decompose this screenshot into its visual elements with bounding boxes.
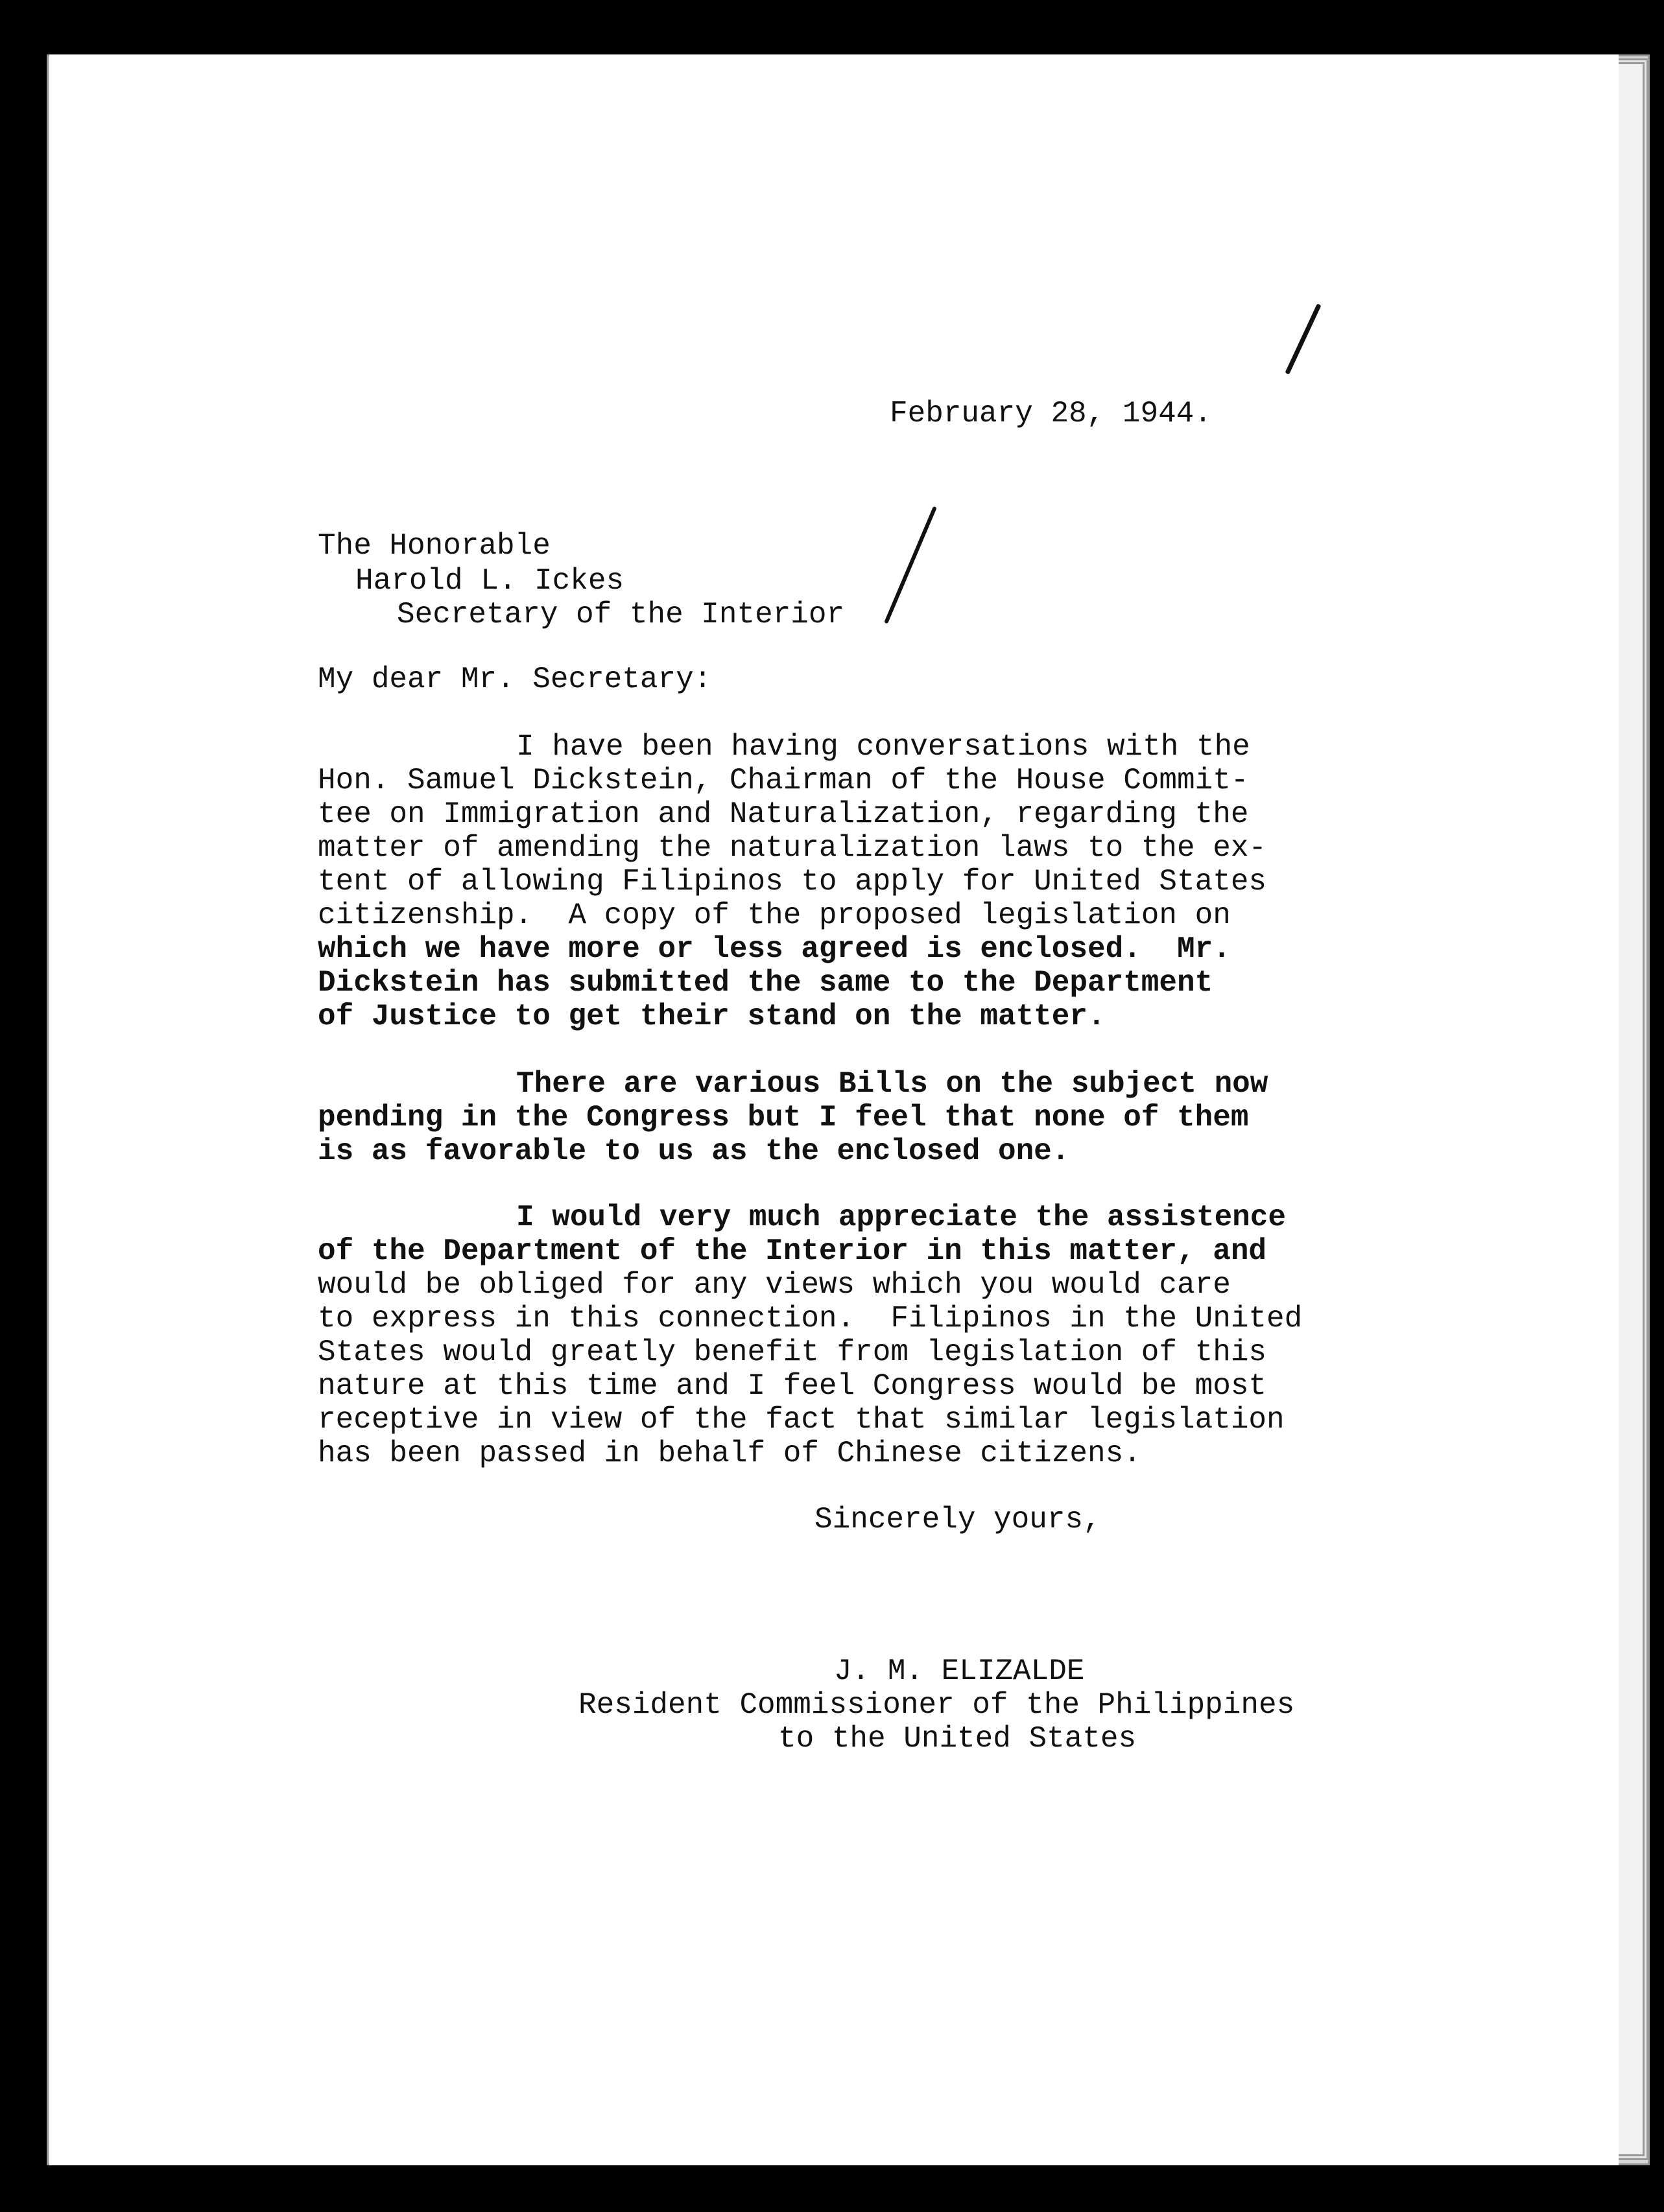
recipient-line-2: Harold L. Ickes: [355, 564, 624, 598]
paragraph3-line: has been passed in behalf of Chinese citizens.: [318, 1437, 1141, 1470]
paragraph3-line: I would very much appreciate the assistence: [516, 1201, 1286, 1234]
signature-title-line-2: to the United States: [778, 1722, 1137, 1756]
pen-check-mark-date: [884, 506, 937, 624]
paragraph1-line: Dickstein has submitted the same to the Department: [318, 966, 1213, 1000]
paragraph3-line: nature at this time and I feel Congress would be most: [318, 1369, 1267, 1403]
paragraph1-line: citizenship. A copy of the proposed legislation on: [318, 899, 1231, 932]
paragraph1-line: tee on Immigration and Naturalization, regarding the: [318, 797, 1249, 831]
paragraph1-line: matter of amending the naturalization laws to the ex-: [318, 831, 1267, 865]
paragraph3-line: of the Department of the Interior in this matter, and: [318, 1234, 1267, 1268]
paragraph3-line: States would greatly benefit from legislation of this: [318, 1335, 1267, 1369]
paragraph2-line: pending in the Congress but I feel that none of them: [318, 1101, 1249, 1135]
paragraph2-line: There are various Bills on the subject now: [516, 1067, 1268, 1101]
letter-sheet: [49, 54, 1619, 2165]
paragraph3-line: would be obliged for any views which you would care: [318, 1268, 1231, 1302]
paragraph1-line: of Justice to get their stand on the matter.: [318, 1000, 1106, 1033]
recipient-line-3: Secretary of the Interior: [397, 598, 845, 631]
closing: Sincerely yours,: [814, 1503, 1101, 1536]
signature-title-line-1: Resident Commissioner of the Philippines: [578, 1688, 1295, 1722]
paragraph1-line: tent of allowing Filipinos to apply for United States: [318, 865, 1267, 899]
paragraph1-line: Hon. Samuel Dickstein, Chairman of the House Commit-: [318, 764, 1249, 797]
paragraph1-line: which we have more or less agreed is enclosed. Mr.: [318, 932, 1231, 966]
letter-date: February 28, 1944.: [890, 397, 1212, 430]
paragraph2-line: is as favorable to us as the enclosed one.: [318, 1135, 1070, 1168]
pen-check-mark-top: [1285, 303, 1321, 375]
salutation: My dear Mr. Secretary:: [318, 663, 712, 696]
paragraph3-line: receptive in view of the fact that similar legislation: [318, 1403, 1285, 1437]
recipient-line-1: The Honorable: [318, 529, 551, 563]
paragraph3-line: to express in this connection. Filipinos in the United: [318, 1302, 1303, 1335]
paragraph1-line: I have been having conversations with the: [516, 730, 1250, 764]
signature-name: J. M. ELIZALDE: [834, 1654, 1085, 1688]
